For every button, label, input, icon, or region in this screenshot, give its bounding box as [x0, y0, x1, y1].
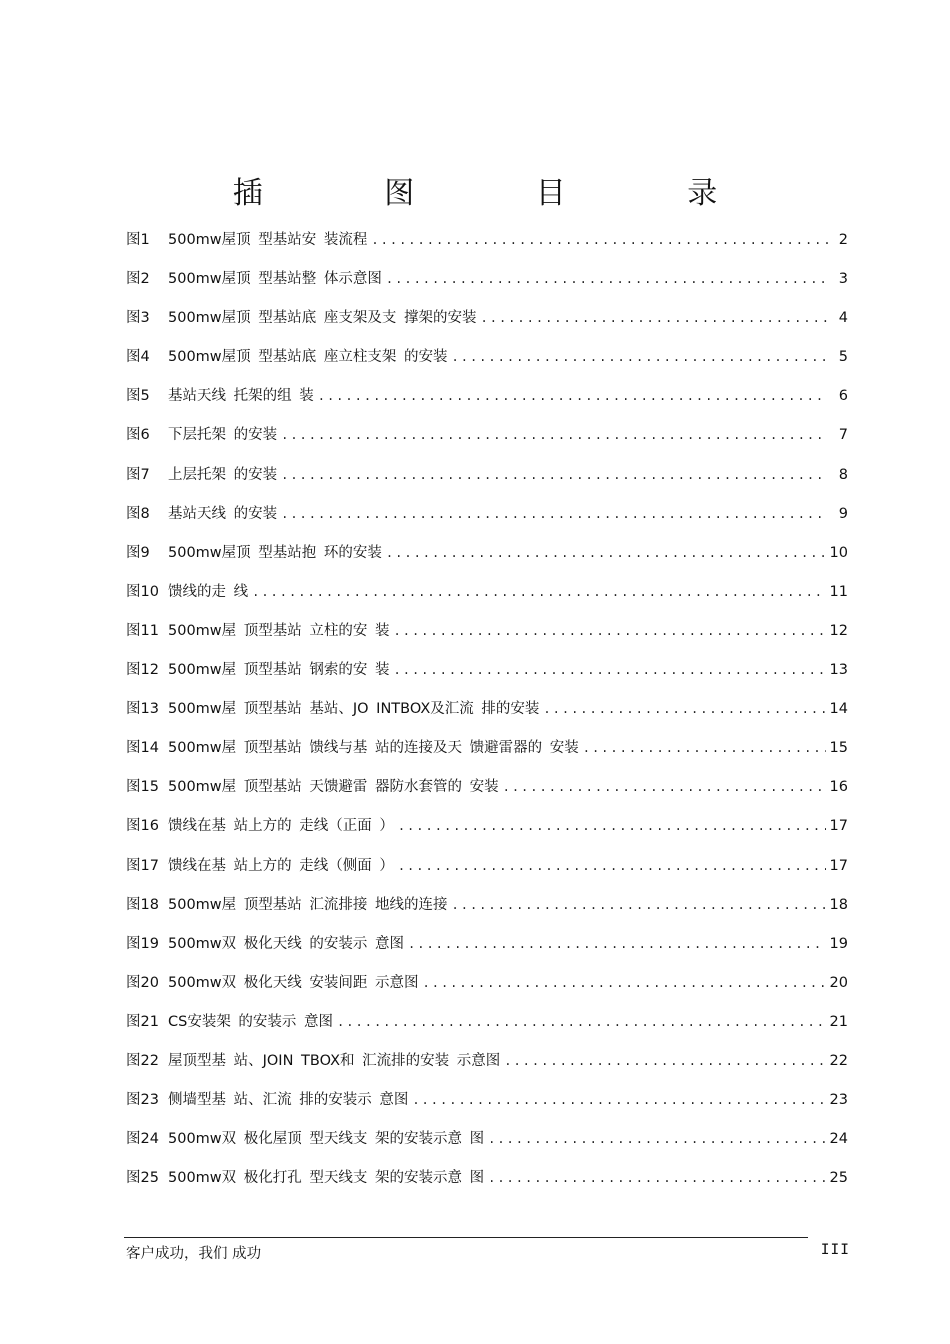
toc-leader	[481, 311, 829, 325]
footer-divider	[124, 1237, 808, 1238]
toc-entry-text: 500mw屋顶 型基站抱 环的安装	[168, 544, 382, 561]
toc-entry[interactable]	[126, 1127, 848, 1166]
toc-leader	[452, 898, 826, 912]
toc-entry-label: 图1	[126, 232, 150, 248]
toc-leader	[252, 585, 825, 599]
toc-entry-label: 图25	[126, 1170, 159, 1187]
toc-entry-text: 馈线的走 线	[168, 583, 249, 600]
toc-entry-label: 图21	[126, 1013, 159, 1030]
figure-toc-list	[126, 228, 848, 1205]
toc-leader	[423, 976, 826, 990]
toc-leader	[398, 859, 826, 873]
toc-entry-page: 21	[829, 1013, 848, 1030]
toc-entry-page: 12	[829, 622, 848, 639]
toc-leader	[398, 819, 826, 833]
toc-entry-text: 基站天线 的安装	[168, 505, 278, 522]
toc-entry-page: 18	[829, 896, 848, 913]
toc-entry[interactable]	[126, 658, 848, 697]
toc-entry-page: 4	[838, 310, 848, 327]
toc-entry[interactable]	[126, 228, 848, 267]
toc-entry-page: 2	[838, 232, 848, 248]
toc-entry-page: 16	[829, 779, 848, 796]
toc-leader	[281, 468, 828, 482]
toc-entry-label: 图19	[126, 935, 159, 952]
toc-entry-page: 14	[829, 701, 848, 718]
toc-entry-text: 屋顶型基 站、JOIN TBOX和 汇流排的安装 示意图	[168, 1052, 501, 1069]
toc-leader	[281, 507, 828, 521]
toc-leader	[281, 428, 828, 442]
toc-leader	[543, 702, 825, 716]
toc-leader	[371, 233, 828, 247]
toc-entry-label: 图11	[126, 622, 159, 639]
toc-entry-label: 图2	[126, 271, 150, 288]
toc-entry[interactable]	[126, 580, 848, 619]
toc-entry-page: 8	[838, 466, 848, 483]
toc-entry-page: 11	[829, 583, 848, 600]
toc-entry-text: 500mw双 极化天线 的安装示 意图	[168, 935, 404, 952]
toc-leader	[318, 389, 828, 403]
toc-entry[interactable]	[126, 775, 848, 814]
toc-entry-page: 6	[838, 388, 848, 405]
toc-entry-label: 图14	[126, 740, 159, 757]
toc-entry[interactable]	[126, 463, 848, 502]
toc-entry-text: 500mw屋 顶型基站 汇流排接 地线的连接	[168, 896, 448, 913]
toc-entry[interactable]	[126, 423, 848, 462]
toc-entry-text: 500mw双 极化打孔 型天线支 架的安装示意 图	[168, 1170, 485, 1187]
toc-entry-text: 500mw双 极化天线 安装间距 示意图	[168, 974, 419, 991]
toc-leader	[408, 937, 826, 951]
toc-entry-label: 图16	[126, 818, 159, 835]
toc-entry-label: 图17	[126, 857, 159, 874]
toc-entry-page: 5	[838, 349, 848, 366]
toc-entry[interactable]	[126, 893, 848, 932]
toc-leader	[386, 272, 828, 286]
toc-entry-label: 图7	[126, 466, 150, 483]
toc-entry-page: 22	[829, 1052, 848, 1069]
toc-entry-page: 17	[829, 818, 848, 835]
toc-entry[interactable]	[126, 502, 848, 541]
toc-entry[interactable]	[126, 267, 848, 306]
toc-entry-text: 500mw屋顶 型基站整 体示意图	[168, 271, 382, 288]
toc-entry-page: 7	[838, 427, 848, 444]
toc-leader	[452, 350, 829, 364]
toc-entry-text: 500mw屋 顶型基站 钢索的安 装	[168, 662, 390, 679]
toc-entry[interactable]	[126, 814, 848, 853]
toc-entry-text: 基站天线 托架的组 装	[168, 388, 314, 405]
toc-leader	[394, 663, 826, 677]
toc-entry-page: 25	[829, 1170, 848, 1187]
toc-entry-page: 24	[829, 1131, 848, 1148]
footer-page-number: III	[820, 1242, 850, 1258]
toc-entry[interactable]	[126, 1010, 848, 1049]
toc-entry-page: 10	[829, 544, 848, 561]
toc-entry-text: 500mw屋 顶型基站 馈线与基 站的连接及天 馈避雷器的 安装	[168, 740, 579, 757]
toc-leader	[386, 546, 826, 560]
toc-entry-label: 图9	[126, 544, 150, 561]
toc-entry-text: 500mw屋 顶型基站 天馈避雷 器防水套管的 安装	[168, 779, 499, 796]
page-title: 插 图 目 录	[232, 176, 774, 211]
toc-entry-page: 15	[829, 740, 848, 757]
toc-entry-label: 图12	[126, 662, 159, 679]
toc-entry-page: 19	[829, 935, 848, 952]
toc-leader	[412, 1093, 825, 1107]
toc-entry-label: 图3	[126, 310, 150, 327]
toc-entry[interactable]	[126, 971, 848, 1010]
toc-entry[interactable]	[126, 1166, 848, 1205]
toc-entry-page: 23	[829, 1092, 848, 1109]
toc-entry-label: 图20	[126, 974, 159, 991]
toc-leader	[583, 741, 826, 755]
toc-entry-label: 图15	[126, 779, 159, 796]
toc-entry-text: CS安装架 的安装示 意图	[168, 1013, 334, 1030]
toc-entry-page: 13	[829, 662, 848, 679]
toc-entry[interactable]	[126, 1049, 848, 1088]
toc-entry-text: 500mw双 极化屋顶 型天线支 架的安装示意 图	[168, 1131, 485, 1148]
toc-entry-label: 图24	[126, 1131, 159, 1148]
toc-entry-text: 馈线在基 站上方的 走线（正面 ）	[168, 818, 394, 835]
toc-entry-label: 图4	[126, 349, 150, 366]
toc-leader	[488, 1132, 825, 1146]
toc-entry-label: 图13	[126, 701, 159, 718]
toc-entry-page: 9	[838, 505, 848, 522]
toc-entry-label: 图22	[126, 1052, 159, 1069]
toc-entry-label: 图5	[126, 388, 150, 405]
toc-entry-text: 500mw屋顶 型基站底 座立柱支架 的安装	[168, 349, 448, 366]
footer-slogan: 客户成功，我们 成功	[126, 1246, 262, 1262]
toc-leader	[503, 780, 826, 794]
toc-leader	[488, 1171, 825, 1185]
toc-leader	[504, 1054, 825, 1068]
toc-entry[interactable]	[126, 619, 848, 658]
toc-entry-text: 500mw屋 顶型基站 基站、JO INTBOX及汇流 排的安装	[168, 701, 540, 718]
toc-leader	[337, 1015, 826, 1029]
toc-entry[interactable]	[126, 854, 848, 893]
toc-entry-text: 下层托架 的安装	[168, 427, 278, 444]
toc-entry-text: 馈线在基 站上方的 走线（侧面 ）	[168, 857, 394, 874]
toc-leader	[394, 624, 826, 638]
toc-entry-label: 图8	[126, 505, 150, 522]
toc-entry[interactable]	[126, 736, 848, 775]
toc-entry-page: 3	[838, 271, 848, 288]
toc-entry-label: 图10	[126, 583, 159, 600]
toc-entry[interactable]	[126, 1088, 848, 1127]
toc-entry-text: 侧墙型基 站、汇流 排的安装示 意图	[168, 1092, 409, 1109]
toc-entry-label: 图6	[126, 427, 150, 444]
toc-entry-text: 500mw屋顶 型基站安 装流程	[168, 232, 368, 248]
toc-entry-text: 上层托架 的安装	[168, 466, 278, 483]
toc-entry-page: 17	[829, 857, 848, 874]
toc-entry-label: 图23	[126, 1092, 159, 1109]
toc-entry[interactable]	[126, 932, 848, 971]
toc-entry-text: 500mw屋 顶型基站 立柱的安 装	[168, 622, 390, 639]
toc-entry-text: 500mw屋顶 型基站底 座支架及支 撑架的安装	[168, 310, 477, 327]
toc-entry-label: 图18	[126, 896, 159, 913]
toc-entry[interactable]	[126, 384, 848, 423]
toc-entry[interactable]	[126, 306, 848, 345]
toc-entry[interactable]	[126, 541, 848, 580]
toc-entry-page: 20	[829, 974, 848, 991]
toc-entry[interactable]	[126, 345, 848, 384]
toc-entry[interactable]	[126, 697, 848, 736]
